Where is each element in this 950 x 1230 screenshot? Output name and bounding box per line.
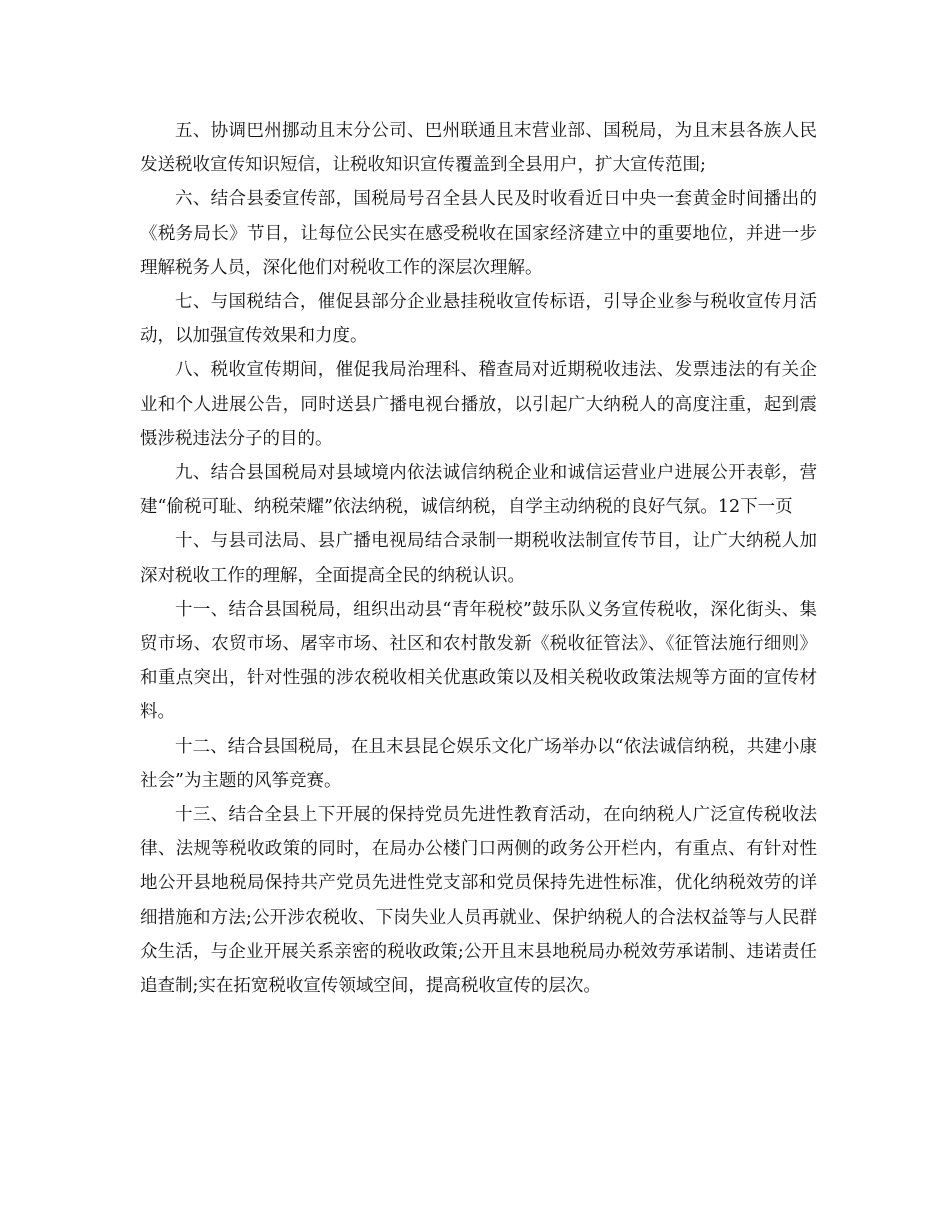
paragraph-5: 五、协调巴州挪动且末分公司、巴州联通且末营业部、国税局，为且末县各族人民发送税收宣传知识短信，让税收知识宣传覆盖到全县用户，扩大宣传范围; — [140, 121, 817, 176]
paragraph-13: 十三、结合全县上下开展的保持党员先进性教育活动，在向纳税人广泛宣传税收法律、法规等税收政策的同时，在局办公楼门口两侧的政务公开栏内，有重点、有针对性地公开县地税局保持共产党员先进性党支部和党员保持先进性标准，优化纳税效劳的详细措施和方法;公开涉农税收、下岗失业人员再就业、保护纳税人的合法权益等与人民群众生活，与企业开展关系亲密的税收政策;公开且末县地税局办税效劳承诺制、违诺责任追查制;实在拓宽税收宣传领域空间，提高税收宣传的层次。 — [140, 805, 817, 997]
paragraph-7: 七、与国税结合，催促县部分企业悬挂税收宣传标语，引导企业参与税收宣传月活动，以加强宣传效果和力度。 — [140, 292, 817, 347]
paragraph-10: 十、与县司法局、县广播电视局结合录制一期税收法制宣传节目，让广大纳税人加深对税收工作的理解，全面提高全民的纳税认识。 — [140, 531, 817, 586]
paragraph-9: 九、结合县国税局对县域境内依法诚信纳税企业和诚信运营业户进展公开表彰，营建“偷税可耻、纳税荣耀”依法纳税，诚信纳税，自学主动纳税的良好气氛。12下一页 — [140, 463, 817, 518]
document-body — [140, 114, 817, 1003]
paragraph-6: 六、结合县委宣传部，国税局号召全县人民及时收看近日中央一套黄金时间播出的《税务局长》节目，让每位公民实在感受税收在国家经济建立中的重要地位，并进一步理解税务人员，深化他们对税收工作的深层次理解。 — [140, 189, 817, 278]
paragraph-8: 八、税收宣传期间，催促我局治理科、稽查局对近期税收违法、发票违法的有关企业和个人进展公告，同时送县广播电视台播放，以引起广大纳税人的高度注重，起到震慑涉税违法分子的目的。 — [140, 360, 817, 449]
paragraph-11: 十一、结合县国税局，组织出动县“青年税校”鼓乐队义务宣传税收，深化街头、集贸市场、农贸市场、屠宰市场、社区和农村散发新《税收征管法》、《征管法施行细则》和重点突出，针对性强的涉农税收相关优惠政策以及相关税收政策法规等方面的宣传材料。 — [140, 599, 817, 723]
paragraph-12: 十二、结合县国税局，在且末县昆仑娱乐文化广场举办以“依法诚信纳税，共建小康社会”为主题的风筝竞赛。 — [140, 736, 817, 791]
